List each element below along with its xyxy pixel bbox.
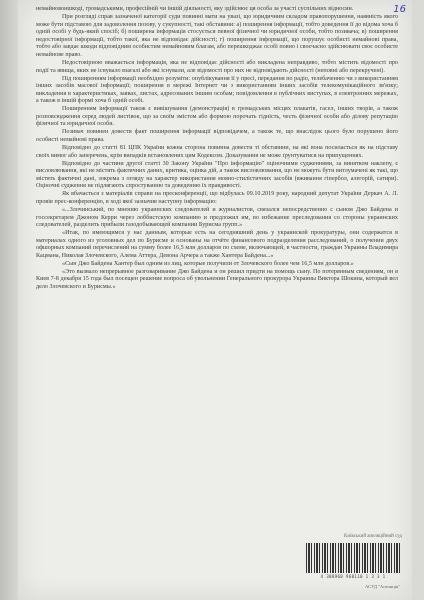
document-paragraph: «Сын Джо Байдена Хантер был одним из лиц, которые получили от Злочевского более чем 16,5 млн долларов.» xyxy=(62,260,354,267)
scan-left-shadow xyxy=(0,0,18,600)
document-paragraph: «Это вызвало непрерывное разговаривание Джо Байдена и он решил придти на помощь сыну. По потерянным сведениям, он в Киев 7-8 декабря 15 года был посещен решение вопроса об увольнении Генерального прокурора Украины Виктора Шокина, который вел дело Злочевского и Бурисмы.» xyxy=(36,268,398,291)
page-number: 16 xyxy=(393,4,406,15)
document-paragraph: немайновоншкоді, громадськими, професійній чи іншій діяльності, яку здійснює ця особа за участі суспільних відносин. xyxy=(36,6,354,12)
stamp-court-name: Київський апеляційний суд xyxy=(343,534,402,539)
document-paragraph: При розгляді справ зазначеної категорії суди повинні мати на увазі, що юридичним складом правопорушення, наявність якого може бути підставою для задоволення позову, у сукупності, такі обставини: а) поширення інформації, тобто доведення її до відома хоча б одній особі у будь-який спосіб; б) поширена інформація стосується певної фізичної чи юридичної особи, тобто позивача; в) поширення недостовірної інформації, тобто такої, яка не відповідає дійсності; г) поширення інформації, що порушує особисті немайнові права, тобто або завдає шкоди відповідним особистим немайновим благам, або перешкоджає особі повно і своєчасно здійснювати своє особисте немайнове право. xyxy=(36,13,398,58)
document-paragraph: Відповідно до частини другої статті 30 Закону України "Про інформацію" оціночними судженнями, за винятком наклепу, є висловлювання, які не містять фактичних даних, критика, оцінка дій, а також висловлювання, що не можуть бути витлумачені як такі, що містять фактичні дані, зокрема з огляду на характер використання мовно-стилістичних засобів (вживання гіпербол, алегорій, сатири). Оціночні судження не підлягають спростуванню та доведенню їх правдивості. xyxy=(36,160,398,190)
document-paragraph: Відповідно до статті 81 ЦПК України кожна сторона повинна довести ті обставини, на які вона посилається як на підставу своїх вимог або заперечень, крім випадків встановлених цим Кодексом. Доказування не може ґрунтуватися на припущеннях. xyxy=(36,145,398,159)
document-paragraph: Недостовірною вважається інформація, яка не відповідає дійсності або викладена неправдиво, тобто містить відомості про події та явища, яких не існувало взагалі або які існували, але відомості про них не відповідають дійсності (неповні або перекручені). xyxy=(36,59,398,74)
document-paragraph: «Итак, по имеющимся у нас данным, которые есть на сегодняшний день у украинской прокуратуры, они содержатся в материалах одного из уголовных дел по Бурисме и основаны на отчёте финансового подразделения расследований, о получении двух офшорных компаний перечислений на сумму более 16,5 млн долларов по схеме, включающей, в частности, граждан Украины Владимира Кацмана, Николая Злочевского, Алема Аттера, Девона Арчера а также Хантера Байдена...» xyxy=(36,230,398,259)
document-paragraph: Під поширенням інформації необхідно розуміти: опублікування її у пресі, передання по радіо, телебаченню чи з використанням інших засобів масової інформації; поширення в мережі Інтернет чи з використанням інших засобів телекомунікаційного зв'язку; викладення в характеристиках, заявах, листах, адресованих іншим особам; повідомлення в публічних виступах, в електронних мережах, а також в іншій формі хоча б одній особі. xyxy=(36,75,398,105)
document-paragraph: Як вбачається з матеріалів справи на пресконференції, що відбулась 09.10.2019 року, народний депутат України Деркач А. Л. провів прес-конференцію, в ході якої зазначив наступну інформацію: xyxy=(36,191,398,205)
stamp-system-label: АСУД "Апеляція" xyxy=(365,584,400,589)
document-paragraph: Позивач повинен довести факт поширення інформації відповідачем, а також те, що внаслідок цього було порушено його особисті немайнові права. xyxy=(36,129,398,144)
document-paragraph: «...Злочинський, по мнению украинских следователей и журналистов, связался непосредственно с сыном Джо Байдена и госсекретарем Джоном Керри через лоббистскую компанию и предложил им, во избежание преследования со стороны украинских следователей, разделить прибыли газодобывающей компании Бурисма групп.» xyxy=(36,206,398,229)
court-stamp xyxy=(300,534,410,596)
document-body xyxy=(36,6,398,292)
document-paragraph: Поширенням інформації також є вивішування (демонстрація) в громадських місцях плакатів, гасел, інших творів, а також розповсюдження серед людей листівок, що за своїм змістом або формою порочать гідність, честь фізичної особи або ділову репутацію фізичної та юридичної особи. xyxy=(36,106,398,128)
barcode-number: 4 388960 960110 1 3 3 1 xyxy=(320,574,386,579)
barcode-icon xyxy=(306,543,400,573)
